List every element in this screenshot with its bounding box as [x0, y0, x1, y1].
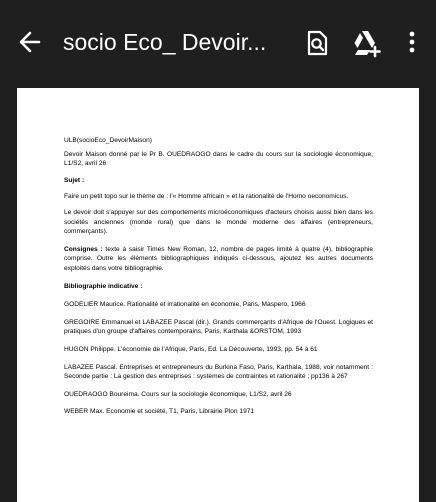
- search-in-document-button[interactable]: [302, 28, 332, 58]
- consignes-label: Consignes :: [64, 245, 103, 253]
- document-header: ULB(socioEco_DevoirMaison): [64, 137, 152, 144]
- bibliography-entry: GREGOIRE Emmanuel et LABAZEE Pascal (dir.). Grands commerçants d'Afrique de l'Ouest. Logiques et pratiques d'un groupe d'affaires contemporains, Paris, Karthala &ORSTOM, 1993: [64, 318, 373, 336]
- sujet-text: Faire un petit topo sur le thème de : l'« Homme africain » et la rationalité de l'Homo oeconomicus.: [64, 193, 349, 201]
- bibliography-list: [64, 300, 373, 417]
- arrow-back-icon: [14, 28, 46, 56]
- bibliography-label: Bibliographie indicative :: [64, 282, 143, 290]
- sujet-label: Sujet :: [64, 176, 85, 184]
- back-button[interactable]: [14, 28, 46, 56]
- document-title: socio Eco_ Devoir...: [63, 29, 267, 55]
- bibliography-entry: HUGON Philippe. L'économie de l'Afrique, Paris, Ed. La Découverte, 1993, pp. 54 à 61: [64, 345, 318, 353]
- consignes-paragraph: [64, 245, 373, 274]
- bibliography-entry: GODELIER Maurice. Rationalité et irrationalité en économie, Paris, Maspero, 1966: [64, 301, 306, 309]
- bibliography-entry: LABAZEE Pascal. Entreprises et entrepreneurs du Burkina Faso, Paris, Karthala, 1988, voir notamment : Seconde partie : La gestion des entreprises : systèmes de contraintes et rationalité ; pp136 à 267: [64, 363, 373, 381]
- instructions-text: Le devoir doit s'appuyer sur des comportements microéconomiques d'acteurs choisis aussi bien dans les sociétés anciennes (monde rural) que dans le monde moderne des affaires (entrepreneurs, commerçants).: [64, 208, 373, 236]
- add-to-drive-button[interactable]: [351, 28, 381, 58]
- document-intro: Devoir Maison donné par le Pr B. OUEDRAOGO dans le cadre du cours sur la sociologie économique, L1/S2, avril 26: [64, 150, 373, 168]
- more-vert-icon: [398, 28, 426, 58]
- add-to-drive-icon: [351, 28, 381, 58]
- bibliography-entry: OUEDRAOGO Boureima. Cours sur la sociologie économique, L1/S2, avril 26: [64, 390, 292, 398]
- more-options-button[interactable]: [398, 28, 426, 58]
- consignes-text: texte à saisir Times New Roman, 12, nombre de pages limité à quatre (4), bibliographie comprise. Outre les éléments bibliographiques indiqués ci-dessous, ajoutez les autres documents exploités dans votre bibliographie.: [64, 245, 374, 272]
- document-page: [17, 88, 419, 502]
- bibliography-entry: WEBER Max. Economie et société, T1, Paris, Librairie Plon 1971: [64, 408, 255, 416]
- document-search-icon: [302, 28, 332, 58]
- app-bar: [0, 0, 436, 84]
